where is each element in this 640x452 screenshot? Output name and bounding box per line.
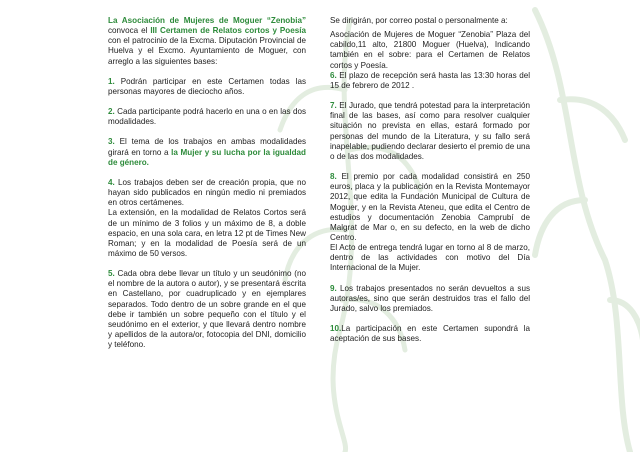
postal-address: Asociación de Mujeres de Moguer “Zenobia” Plaza del cabildo,11 alto, 21800 Moguer (Huelva), Indicando también en el sobre: para el Certamen de Relatos cortos y Poesía.	[330, 30, 530, 70]
rule-2: 2. Cada participante podrá hacerlo en una o en las dos modalidades.	[108, 107, 306, 127]
theme-highlight: la Mujer y su lucha por la igualdad de género.	[108, 147, 306, 167]
rule-9: 9. Los trabajos presentados no serán devueltos a sus autoras/es, sino que serán destruidos tras el fallo del Jurado, salvo los premiados.	[330, 283, 530, 313]
rule-4-extension: La extensión, en la modalidad de Relatos Cortos será de un mínimo de 3 folios y un máximo de 8, a doble espacio, en una sola cara, en letra 12 pt de Times New Roman; y en la modalidad de Poesía será de un máximo de 50 versos.	[108, 208, 306, 258]
rule-6: 6. El plazo de recepción será hasta las 13:30 horas del 15 de febrero de 2012 .	[330, 70, 530, 90]
rule-4: 4. Los trabajos deben ser de creación propia, que no hayan sido publicados en ningún medio ni premiados en otros certámenes.	[108, 177, 306, 208]
right-column	[330, 16, 530, 354]
rule-8-ceremony: El Acto de entrega tendrá lugar en torno al 8 de marzo, dentro de las actividades con motivo del Día Internacional de la Mujer.	[330, 243, 530, 273]
organization-name: La Asociación de Mujeres de Moguer “Zenobia”	[108, 16, 306, 25]
left-column	[108, 16, 306, 360]
rule-10: 10.La participación en este Certamen supondrá la aceptación de sus bases.	[330, 324, 530, 344]
rule-8: 8. El premio por cada modalidad consistirá en 250 euros, placa y la publicación en la Revista Montemayor 2012, que edita la Fundación Municipal de Cultura de Moguer, y en la Revista Ateneu, que edita el Centro de estudios y documentación Zenobia Camprubí de Malgrat de Mar o, en su defecto, en la web de dicho Centro.	[330, 172, 530, 242]
send-instructions: Se dirigirán, por correo postal o personalmente a:	[330, 16, 508, 25]
rule-7: 7. El Jurado, que tendrá potestad para la interpretación final de las bases, así como para resolver cualquier situación no prevista en ellas, estará formado por personas del mundo de la Literatura, y su fallo será inapelable, pudiendo declarar desierto el premio de una o de las dos modalidades.	[330, 101, 530, 161]
contest-name: III Certamen de Relatos cortos y Poesía	[150, 26, 306, 36]
rule-1: 1. Podrán participar en este Certamen todas las personas mayores de dieciocho años.	[108, 76, 306, 96]
rule-5: 5. Cada obra debe llevar un título y un seudónimo (no el nombre de la autora o autor), y se presentará escrita en Castellano, por cuadruplicado y en ejemplares separados. Todo dentro de un sobre grande en el que debe ir también un sobre pequeño con el título y el seudónimo en el exterior, y que llevará dentro nombre y apellidos de la autora/or, fotocopia del DNI, domicilio y teléfono.	[108, 269, 306, 350]
rule-3: 3. El tema de los trabajos en ambas modalidades girará en torno a la Mujer y su lucha por la igualdad de género.	[108, 137, 306, 167]
intro-paragraph: La Asociación de Mujeres de Moguer “Zenobia” convoca el III Certamen de Relatos cortos y Poesía con el patrocinio de la Excma. Diputación Provincial de Huelva y el Excmo. Ayuntamiento de Moguer, con arreglo a las siguientes bases:	[108, 16, 306, 66]
